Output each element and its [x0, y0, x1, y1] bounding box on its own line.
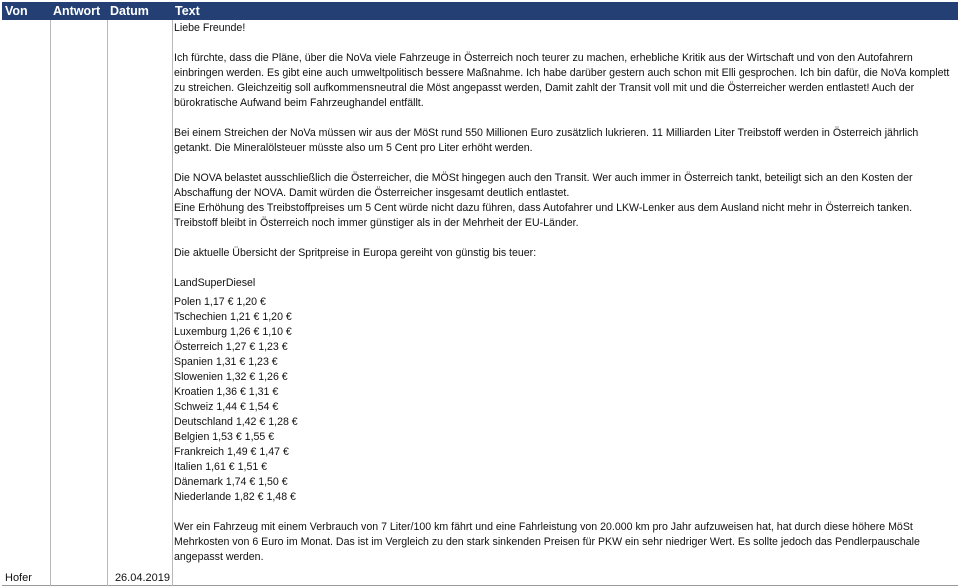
price-line: Niederlande 1,82 € 1,48 € [174, 491, 296, 503]
header-antwort[interactable]: Antwort [53, 4, 101, 18]
header-row [2, 2, 958, 20]
price-line: Polen 1,17 € 1,20 € [174, 296, 266, 308]
paragraph-4: Die aktuelle Übersicht der Spritpreise in Europa gereiht von günstig bis teuer: [174, 247, 537, 259]
header-text[interactable]: Text [175, 4, 200, 18]
price-line: Dänemark 1,74 € 1,50 € [174, 476, 288, 488]
price-line: Luxemburg 1,26 € 1,10 € [174, 326, 292, 338]
header-von[interactable]: Von [5, 4, 28, 18]
column-divider [172, 20, 173, 586]
header-datum[interactable]: Datum [110, 4, 149, 18]
column-divider [50, 20, 51, 586]
price-table-header: LandSuperDiesel [174, 277, 256, 289]
price-line: Italien 1,61 € 1,51 € [174, 461, 268, 473]
paragraph-3b: Eine Erhöhung des Treibstoffpreises um 5 Cent würde nicht dazu führen, dass Autofahrer und LKW-Lenker aus dem Ausland nicht mehr in Österreich tanken. Treibstoff bleibt in Österreich noch immer günstiger als in der Mehrheit der EU-Länder. [174, 202, 913, 229]
greeting-text: Liebe Freunde! [174, 22, 246, 34]
price-line: Spanien 1,31 € 1,23 € [174, 356, 278, 368]
cell-text[interactable] [174, 21, 956, 565]
cell-von[interactable]: Hofer [5, 572, 32, 584]
paragraph-5: Wer ein Fahrzeug mit einem Verbrauch von 7 Liter/100 km fährt und eine Fahrleistung von 20.000 km pro Jahr aufzuweisen hat, hat durch diese höhere MöSt Mehrkosten von 6 Euro im Monat. Das ist im Vergleich zu den stark sinkenden Preisen für PKW ein sehr niedriger Wert. Es sollte jedoch das Pendlerpauschale angepasst werden. [174, 521, 920, 563]
price-line: Österreich 1,27 € 1,23 € [174, 341, 288, 353]
price-line: Slowenien 1,32 € 1,26 € [174, 371, 288, 383]
price-line: Frankreich 1,49 € 1,47 € [174, 446, 289, 458]
cell-datum[interactable]: 26.04.2019 [114, 572, 170, 584]
paragraph-3a: Die NOVA belastet ausschließlich die Österreicher, die MÖSt hingegen auch den Transit. Wer auch immer in Österreich tankt, beteiligt sich an den Kosten der Abschaffung der NOVA. Damit würden die Österreicher insgesamt deutlich entlastet. [174, 172, 913, 199]
price-line: Deutschland 1,42 € 1,28 € [174, 416, 298, 428]
price-line: Tschechien 1,21 € 1,20 € [174, 311, 292, 323]
paragraph-2: Bei einem Streichen der NoVa müssen wir aus der MöSt rund 550 Millionen Euro zusätzlich lukrieren. 11 Milliarden Liter Treibstoff werden in Österreich jährlich getankt. Die Mineralölsteuer müsste also um 5 Cent pro Liter erhöht werden. [174, 127, 919, 154]
price-line: Kroatien 1,36 € 1,31 € [174, 386, 279, 398]
price-list [174, 295, 956, 505]
column-divider [107, 20, 108, 586]
spreadsheet [2, 2, 958, 586]
price-line: Schweiz 1,44 € 1,54 € [174, 401, 279, 413]
paragraph-1: Ich fürchte, dass die Pläne, über die NoVa viele Fahrzeuge in Österreich noch teurer zu machen, erhebliche Kritik aus der Wirtschaft und von den Autofahrern einbringen werden. Es gibt eine auch umweltpolitisch bessere Maßnahme. Ich habe darüber gestern auch schon mit Elli gesprochen. Ich bin dafür, die NoVa komplett zu streichen. Gleichzeitig soll aufkommensneutral die Möst angepasst werden, Damit zahlt der Transit voll mit und die Österreicher werden entlastet! Auch der bürokratische Aufwand beim Fahrzeughandel entfällt. [174, 52, 950, 109]
price-line: Belgien 1,53 € 1,55 € [174, 431, 275, 443]
